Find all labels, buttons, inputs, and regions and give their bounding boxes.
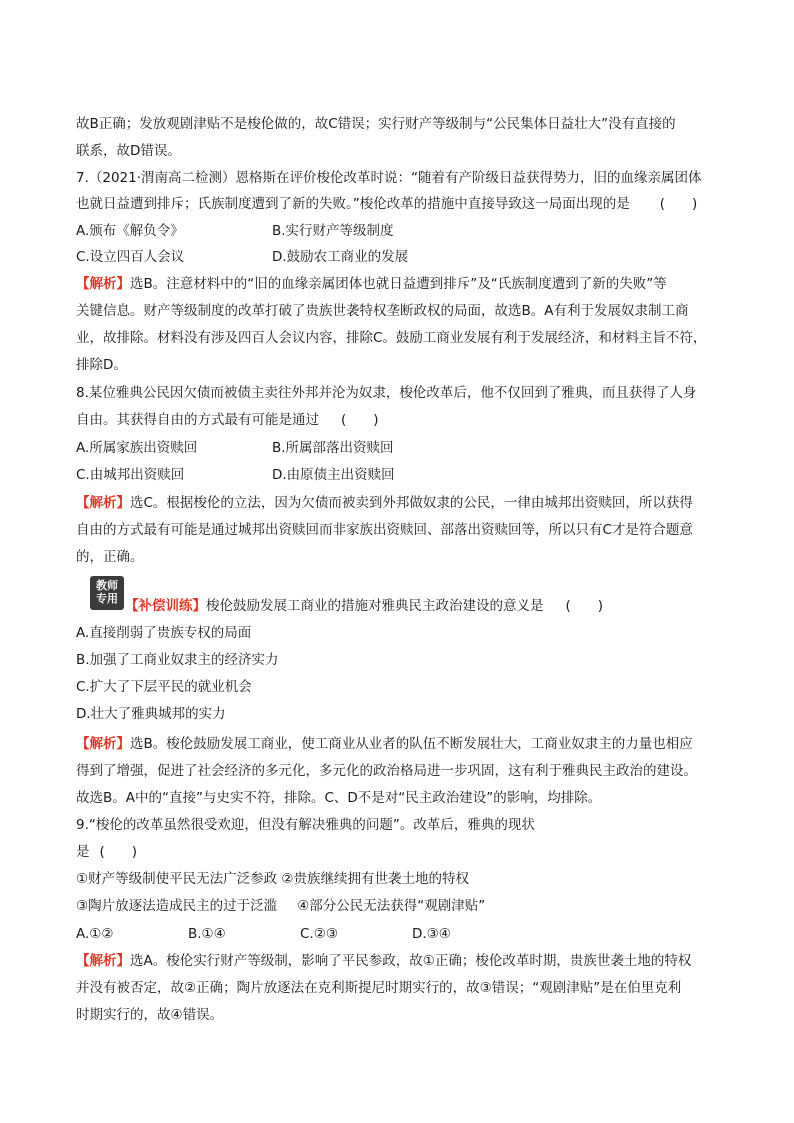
- question-7-stem: 7.（2021·渭南高二检测）恩格斯在评价梭伦改革时说：“随着有产阶级日益获得势力，旧的血缘亲属团体: [76, 170, 702, 186]
- supplementary-tag: 【补偿训练】: [125, 598, 206, 614]
- option-c: C.扩大了下层平民的就业机会: [76, 679, 252, 695]
- question-7-options-row2: [76, 247, 408, 267]
- question-7-stem-cont: 也就日益遭到排斥；氏族制度遭到了新的失败。”梭伦改革的措施中直接导致这一局面出现的是 ( ): [76, 196, 698, 212]
- option-b: B.①④: [188, 926, 226, 942]
- analysis-7-line: 排除D。: [76, 357, 127, 373]
- option-a: A.直接削弱了贵族专权的局面: [76, 625, 252, 641]
- analysis-7-line: 业，故排除。材料没有涉及四百人会议内容，排除C。鼓励工商业发展有利于发展经济，和材料主旨不符，: [76, 330, 707, 346]
- option-c: C.设立四百人会议: [76, 249, 185, 265]
- option-c: C.由城邦出资赎回: [76, 467, 185, 483]
- analysis-7-line: 【解析】选B。注意材料中的“旧的血缘亲属团体也就日益遭到排斥”及“氏族制度遭到了新的失败”等: [76, 276, 667, 292]
- analysis-supp-line: 【解析】选B。梭伦鼓励发展工商业，使工商业从业者的队伍不断发展壮大，工商业奴隶主的力量也相应: [76, 736, 693, 752]
- analysis-tag: 【解析】: [76, 953, 130, 969]
- answer-paren: ( ): [341, 412, 379, 428]
- analysis-7-line: 关键信息。财产等级制度的改革打破了贵族世袭特权垄断政权的局面，故选B。A有利于发展奴隶制工商: [76, 303, 689, 319]
- question-9-stem-cont: 是 ( ): [76, 844, 138, 860]
- analysis-tag: 【解析】: [76, 276, 130, 292]
- analysis-8-line: 【解析】选C。根据梭伦的立法，因为欠债而被卖到外邦做奴隶的公民，一律由城邦出资赎回，所以获得: [76, 495, 693, 511]
- text-line: 故B正确；发放观剧津贴不是梭伦做的，故C错误；实行财产等级制与“公民集体日益壮大”没有直接的: [76, 116, 676, 132]
- question-9-stem: 9.“梭伦的改革虽然很受欢迎，但没有解决雅典的问题”。改革后，雅典的现状: [76, 817, 535, 833]
- analysis-tag: 【解析】: [76, 495, 130, 511]
- analysis-tag: 【解析】: [76, 736, 130, 752]
- question-9-statements-row2: ③陶片放逐法造成民主的过于泛滥 ④部分公民无法获得“观剧津贴”: [76, 898, 486, 914]
- answer-paren: ( ): [99, 844, 138, 860]
- teacher-only-badge: 教师 专用: [90, 576, 124, 610]
- answer-paren: ( ): [659, 196, 698, 212]
- analysis-8-line: 的，正确。: [76, 549, 144, 565]
- text-line: 联系，故D错误。: [76, 143, 181, 159]
- question-7-options-row1: [76, 221, 394, 241]
- option-d: D.鼓励农工商业的发展: [272, 249, 409, 265]
- option-b: B.所属部落出资赎回: [272, 440, 394, 456]
- supplementary-question: 【补偿训练】梭伦鼓励发展工商业的措施对雅典民主政治建设的意义是 ( ): [125, 598, 604, 614]
- option-a: A.颁布《解负令》: [76, 223, 184, 239]
- option-d: D.③④: [412, 926, 451, 942]
- analysis-9-line: 【解析】选A。梭伦实行财产等级制，影响了平民参政，故①正确；梭伦改革时期，贵族世袭土地的特权: [76, 953, 692, 969]
- option-a: A.所属家族出资赎回: [76, 440, 198, 456]
- option-c: C.②③: [300, 926, 338, 942]
- question-8-stem-cont: 自由。其获得自由的方式最有可能是通过 ( ): [76, 412, 379, 428]
- option-d: D.由原债主出资赎回: [272, 467, 395, 483]
- option-a: A.①②: [76, 926, 114, 942]
- option-b: B.加强了工商业奴隶主的经济实力: [76, 652, 279, 668]
- question-9-statements-row1: ①财产等级制使平民无法广泛参政 ②贵族继续拥有世袭土地的特权: [76, 871, 469, 887]
- option-d: D.壮大了雅典城邦的实力: [76, 706, 226, 722]
- question-9-options: [76, 924, 451, 944]
- analysis-8-line: 自由的方式最有可能是通过城邦出资赎回而非家族出资赎回、部落出资赎回等，所以只有C才是符合题意: [76, 522, 693, 538]
- question-8-options-row1: [76, 438, 394, 458]
- question-8-options-row2: [76, 465, 395, 485]
- option-b: B.实行财产等级制度: [272, 223, 394, 239]
- analysis-9-line: 时期实行的，故④错误。: [76, 1007, 224, 1023]
- answer-paren: ( ): [565, 598, 604, 614]
- analysis-supp-line: 故选B。A中的“直接”与史实不符，排除。C、D不是对“民主政治建设”的影响，均排除。: [76, 790, 602, 806]
- analysis-9-line: 并没有被否定，故②正确；陶片放逐法在克利斯提尼时期实行的，故③错误；“观剧津贴”是在伯里克利: [76, 980, 682, 996]
- analysis-supp-line: 得到了增强，促进了社会经济的多元化，多元化的政治格局进一步巩固，这有利于雅典民主政治的建设。: [76, 763, 697, 779]
- question-8-stem: 8.某位雅典公民因欠债而被债主卖往外邦并沦为奴隶，梭伦改革后，他不仅回到了雅典，而且获得了人身: [76, 385, 697, 401]
